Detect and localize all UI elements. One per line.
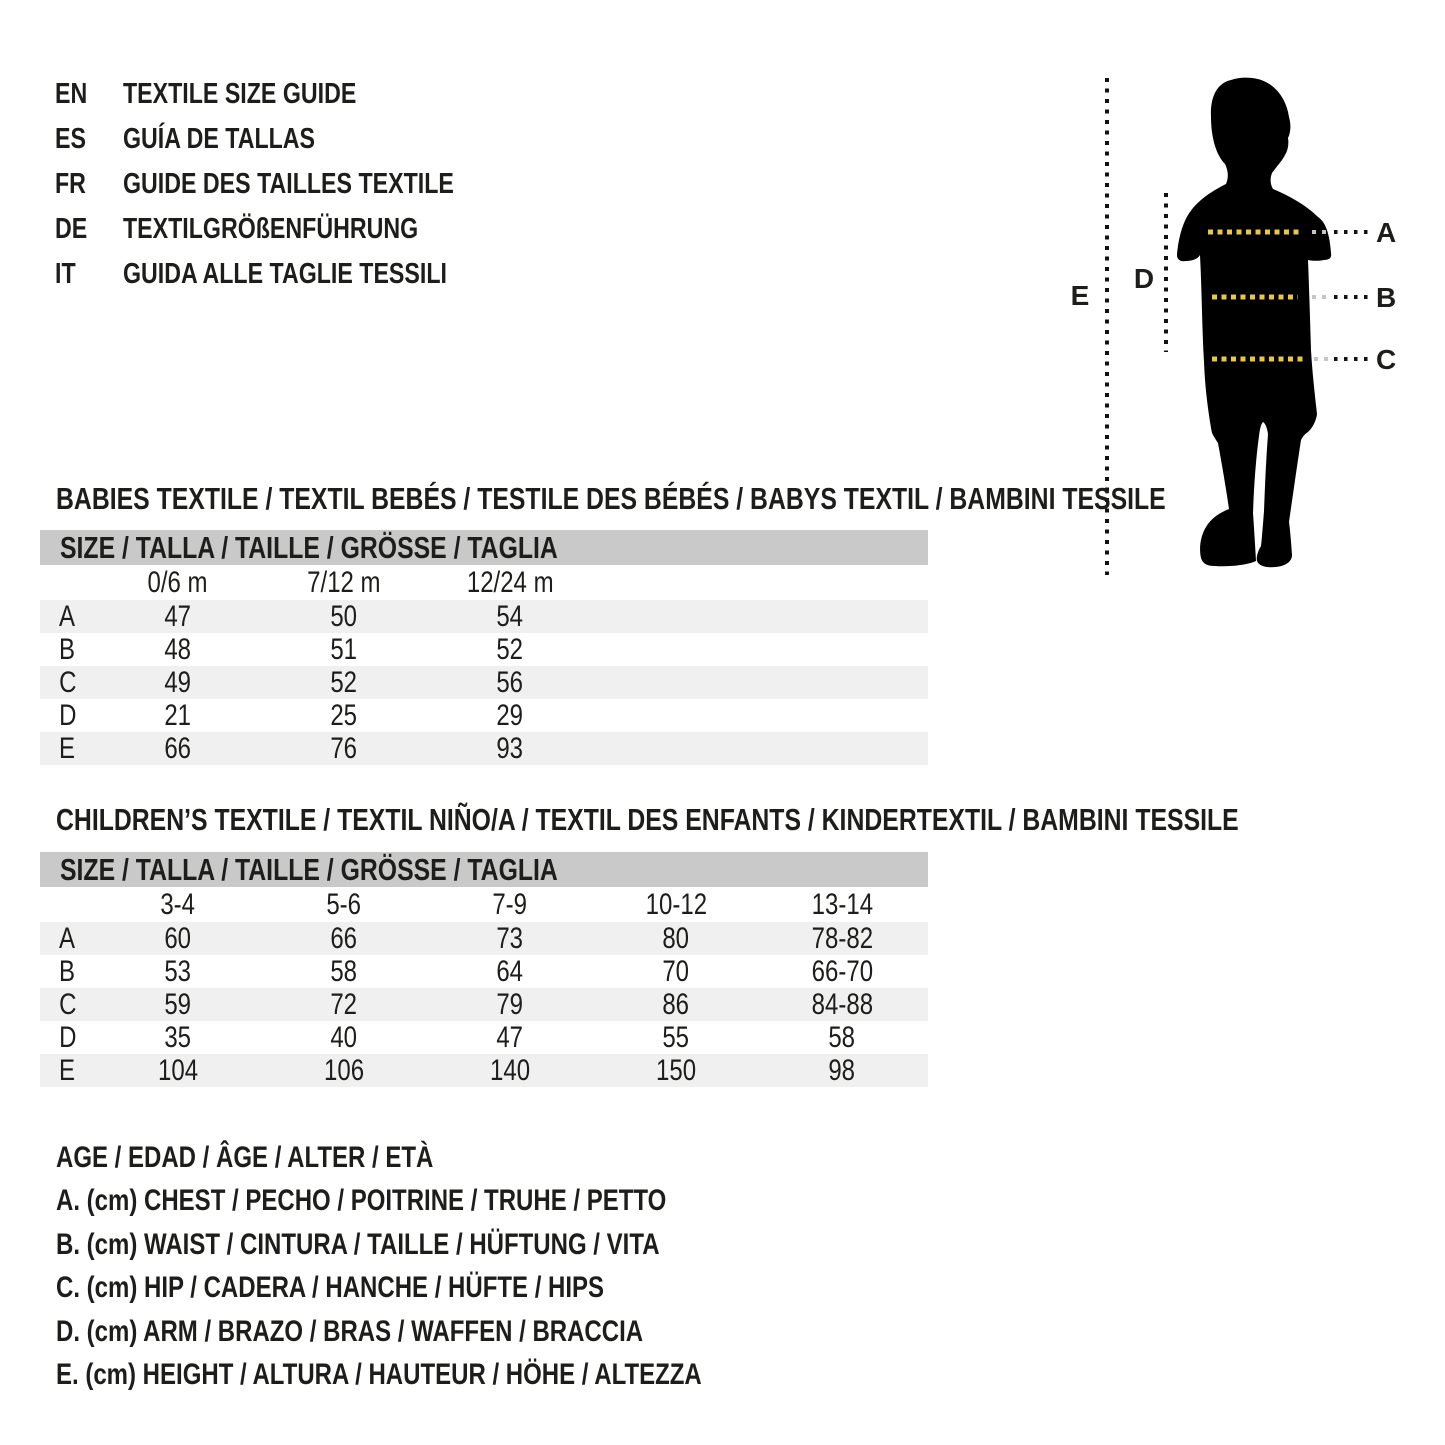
lang-row-fr (55, 162, 537, 207)
table-cell: 150 (655, 1053, 697, 1087)
children-section-title: CHILDREN’S TEXTILE / TEXTIL NIÑO/A / TEXTIL DES ENFANTS / KINDERTEXTIL / BAMBINI TESSILE (56, 802, 1239, 837)
table-cell: 49 (164, 665, 192, 699)
table-row-e (40, 1054, 928, 1087)
table-row-c (40, 988, 928, 1021)
lang-code: FR (55, 168, 86, 200)
table-cell: 72 (330, 987, 358, 1021)
table-cell: 21 (164, 698, 192, 732)
table-cell: 60 (164, 921, 192, 955)
table-cell: 47 (496, 1020, 524, 1054)
table-cell: 51 (330, 632, 358, 666)
table-cell: 66-70 (811, 954, 873, 988)
column-header: 7-9 (492, 887, 528, 921)
table-cell: 104 (157, 1053, 199, 1087)
table-cell: 66 (330, 921, 358, 955)
lang-title: GUÍA DE TALLAS (123, 123, 316, 155)
row-label: A (59, 921, 76, 955)
row-label: C (58, 987, 77, 1021)
column-header: 13-14 (811, 887, 873, 921)
row-label: B (59, 954, 76, 988)
legend-waist: B. (cm) WAIST / CINTURA / TAILLE / HÜFTUNG / VITA (56, 1227, 660, 1261)
language-title-block (55, 72, 537, 297)
column-header: 5-6 (326, 887, 362, 921)
figure-label-d: D (1133, 263, 1155, 294)
table-cell: 86 (662, 987, 690, 1021)
table-cell: 93 (496, 731, 524, 765)
table-cell: 59 (164, 987, 192, 1021)
table-cell: 80 (662, 921, 690, 955)
lang-title: GUIDA ALLE TAGLIE TESSILI (123, 258, 447, 290)
table-cell: 25 (330, 698, 358, 732)
figure-label-e: E (1070, 280, 1090, 311)
table-cell: 50 (330, 599, 358, 633)
legend-age: AGE / EDAD / ÂGE / ALTER / ETÀ (56, 1140, 434, 1174)
lang-title: TEXTILE SIZE GUIDE (123, 78, 357, 110)
table-cell: 140 (489, 1053, 531, 1087)
figure-label-b: B (1376, 282, 1397, 313)
table-row-d (40, 1021, 928, 1054)
lang-code: DE (55, 213, 88, 245)
column-header: 10-12 (645, 887, 707, 921)
children-column-headers (40, 887, 928, 922)
lang-row-en (55, 72, 537, 117)
row-label: D (58, 698, 77, 732)
row-label: B (59, 632, 76, 666)
lang-code: IT (55, 258, 76, 290)
table-cell: 73 (496, 921, 524, 955)
children-size-bar: SIZE / TALLA / TAILLE / GRÖSSE / TAGLIA (40, 852, 928, 887)
row-label: D (58, 1020, 77, 1054)
legend-chest: A. (cm) CHEST / PECHO / POITRINE / TRUHE / PETTO (56, 1184, 667, 1218)
table-cell: 78-82 (811, 921, 873, 955)
legend-height: E. (cm) HEIGHT / ALTURA / HAUTEUR / HÖHE / ALTEZZA (56, 1358, 702, 1392)
babies-section-title: BABIES TEXTILE / TEXTIL BEBÉS / TESTILE DES BÉBÉS / BABYS TEXTIL / BAMBINI TESSILE (56, 481, 1166, 516)
legend-hip: C. (cm) HIP / CADERA / HANCHE / HÜFTE / HIPS (56, 1271, 605, 1305)
babies-size-bar: SIZE / TALLA / TAILLE / GRÖSSE / TAGLIA (40, 530, 928, 565)
table-row-d (40, 699, 928, 732)
lang-code: ES (55, 123, 86, 155)
table-cell: 55 (662, 1020, 690, 1054)
table-cell: 58 (828, 1020, 856, 1054)
column-header: 7/12 m (307, 565, 381, 599)
table-cell: 54 (496, 599, 524, 633)
row-label: C (58, 665, 77, 699)
legend-arm: D. (cm) ARM / BRAZO / BRAS / WAFFEN / BRACCIA (56, 1314, 644, 1348)
table-cell: 56 (496, 665, 524, 699)
table-row-c (40, 666, 928, 699)
table-cell: 53 (164, 954, 192, 988)
column-header: 12/24 m (466, 565, 554, 599)
table-cell: 70 (662, 954, 690, 988)
row-label: E (59, 731, 76, 765)
lang-title: TEXTILGRÖßENFÜHRUNG (123, 213, 419, 245)
lang-code: EN (55, 78, 88, 110)
table-row-e (40, 732, 928, 765)
column-header: 3-4 (160, 887, 196, 921)
babies-column-headers (40, 565, 928, 600)
lang-row-it (55, 252, 537, 297)
table-row-b (40, 955, 928, 988)
figure-label-c: C (1376, 344, 1397, 375)
table-cell: 79 (496, 987, 524, 1021)
table-cell: 52 (496, 632, 524, 666)
figure-label-a: A (1376, 217, 1397, 248)
table-cell: 48 (164, 632, 192, 666)
table-cell: 47 (164, 599, 192, 633)
row-label: E (59, 1053, 76, 1087)
table-cell: 64 (496, 954, 524, 988)
lang-row-es (55, 117, 537, 162)
table-cell: 40 (330, 1020, 358, 1054)
column-header: 0/6 m (147, 565, 209, 599)
measurement-legend (56, 1136, 863, 1397)
children-size-table (40, 852, 928, 1087)
table-cell: 98 (828, 1053, 856, 1087)
table-cell: 29 (496, 698, 524, 732)
table-row-a (40, 922, 928, 955)
babies-size-table (40, 530, 928, 765)
row-label: A (59, 599, 76, 633)
table-row-a (40, 600, 928, 633)
lang-row-de (55, 207, 537, 252)
table-cell: 84-88 (811, 987, 873, 1021)
table-cell: 76 (330, 731, 358, 765)
table-cell: 35 (164, 1020, 192, 1054)
table-cell: 58 (330, 954, 358, 988)
table-cell: 66 (164, 731, 192, 765)
table-row-b (40, 633, 928, 666)
table-cell: 52 (330, 665, 358, 699)
table-cell: 106 (323, 1053, 365, 1087)
lang-title: GUIDE DES TAILLES TEXTILE (123, 168, 454, 200)
